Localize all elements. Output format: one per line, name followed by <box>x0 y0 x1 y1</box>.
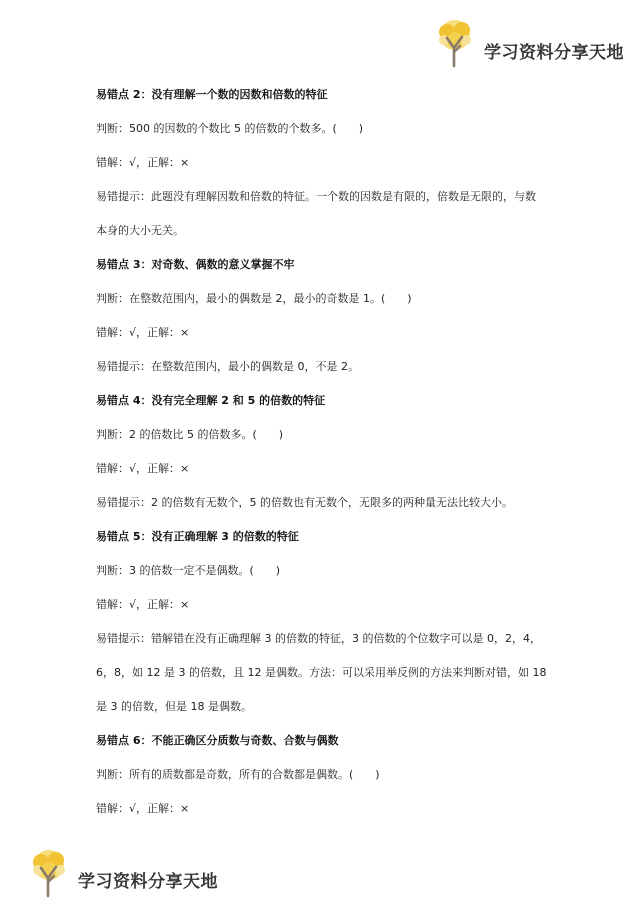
item-6-title: 易错点 6：不能正确区分质数与奇数、合数与偶数 <box>96 734 339 747</box>
item-5-judgement: 判断：3 的倍数一定不是偶数。( ) <box>96 564 281 577</box>
tree-logo-icon <box>26 848 72 898</box>
document-body <box>96 86 556 817</box>
item-4-hint-line-1: 易错提示：2 的倍数有无数个，5 的倍数也有无数个，无限多的两种量无法比较大小。 <box>96 496 513 509</box>
item-3-title: 易错点 3：对奇数、偶数的意义掌握不牢 <box>96 258 295 271</box>
item-5-title: 易错点 5：没有正确理解 3 的倍数的特征 <box>96 530 299 543</box>
item-4-judgement: 判断：2 的倍数比 5 的倍数多。( ) <box>96 428 284 441</box>
item-3-answer: 错解：√，正解：× <box>96 326 190 339</box>
item-2-title: 易错点 2：没有理解一个数的因数和倍数的特征 <box>96 88 328 101</box>
item-5-answer: 错解：√，正解：× <box>96 598 190 611</box>
item-6-answer: 错解：√，正解：× <box>96 802 190 815</box>
item-2-judgement: 判断：500 的因数的个数比 5 的倍数的个数多。( ) <box>96 122 364 135</box>
item-2-hint-line-2: 本身的大小无关。 <box>96 224 184 237</box>
item-6-judgement: 判断：所有的质数都是奇数，所有的合数都是偶数。( ) <box>96 768 380 781</box>
brand-name: 学习资料分享天地 <box>484 42 624 63</box>
brand-name: 学习资料分享天地 <box>78 872 218 892</box>
item-3-hint-line-1: 易错提示：在整数范围内，最小的偶数是 0，不是 2。 <box>96 360 359 373</box>
item-2-hint-line-1: 易错提示：此题没有理解因数和倍数的特征。一个数的因数是有限的，倍数是无限的，与数 <box>96 190 536 203</box>
item-4-answer: 错解：√，正解：× <box>96 462 190 475</box>
item-5-hint-line-2: 6，8，如 12 是 3 的倍数，且 12 是偶数。方法：可以采用举反例的方法来判断对错，如 18 <box>96 666 547 679</box>
item-5-hint-line-3: 是 3 的倍数，但是 18 是偶数。 <box>96 700 252 713</box>
item-5-hint-line-1: 易错提示：错解错在没有正确理解 3 的倍数的特征，3 的倍数的个位数字可以是 0，2，4， <box>96 632 541 645</box>
footer-logo <box>26 848 218 898</box>
item-4-title: 易错点 4：没有完全理解 2 和 5 的倍数的特征 <box>96 394 326 407</box>
item-2-answer: 错解：√，正解：× <box>96 156 190 169</box>
header-logo <box>432 18 624 68</box>
item-3-judgement: 判断：在整数范围内，最小的偶数是 2，最小的奇数是 1。( ) <box>96 292 412 305</box>
tree-logo-icon <box>432 18 478 68</box>
